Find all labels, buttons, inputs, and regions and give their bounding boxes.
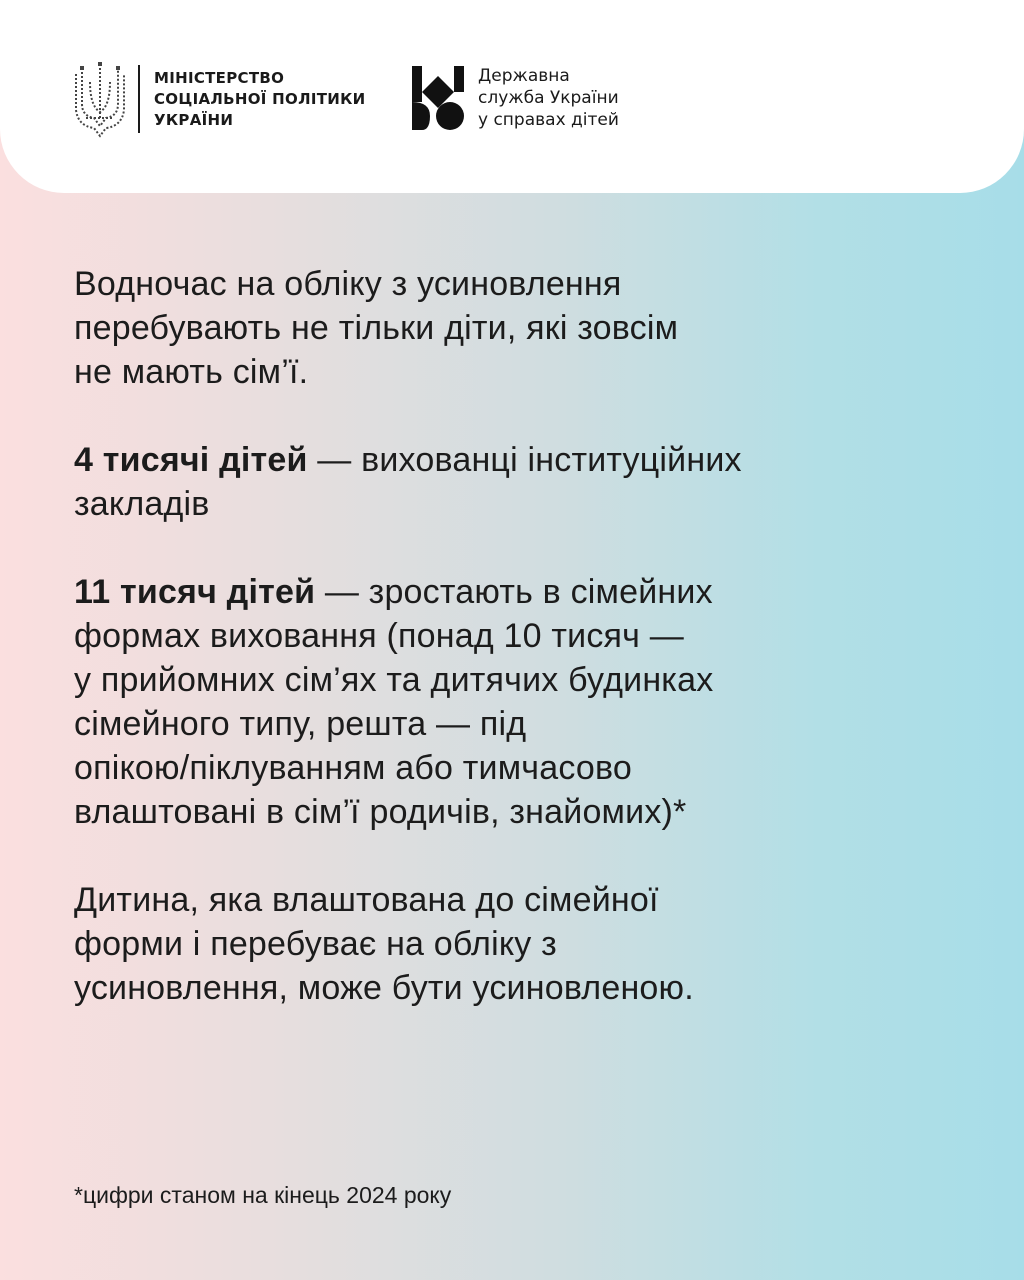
text-line: у прийомних сім’ях та дитячих будинках: [74, 661, 714, 699]
paragraph-adoption: [74, 878, 974, 1010]
text-line: формах виховання (понад 10 тисяч —: [74, 617, 684, 655]
ministry-logo: [72, 60, 366, 138]
highlight-count: 4 тисячі дітей: [74, 441, 308, 479]
ministry-name: [154, 68, 366, 131]
service-name-line: служба України: [478, 88, 619, 108]
text-line: Дитина, яка влаштована до сімейної: [74, 881, 659, 919]
text-line: усиновлення, може бути усиновленою.: [74, 969, 694, 1007]
text-line: опікою/піклуванням або тимчасово: [74, 749, 633, 787]
logo-divider: [138, 65, 140, 133]
text-line: Водночас на обліку з усиновлення: [74, 265, 622, 303]
paragraph-intro: [74, 262, 974, 394]
text-line: [74, 438, 974, 482]
main-content: [74, 262, 974, 1054]
service-logo: [410, 64, 619, 132]
highlight-count: 11 тисяч дітей: [74, 573, 316, 611]
text-line: сімейного типу, решта — під: [74, 705, 527, 743]
trident-icon: [72, 60, 128, 138]
paragraph-family-forms: [74, 570, 974, 834]
service-name-line: у справах дітей: [478, 110, 619, 130]
text-line: [74, 570, 974, 614]
service-name-line: Державна: [478, 66, 570, 86]
text-line: перебувають не тільки діти, які зовсім: [74, 309, 679, 347]
text-fragment: — зростають в сімейних: [315, 573, 713, 611]
service-name: [478, 65, 619, 131]
text-line: закладів: [74, 485, 210, 523]
text-line: влаштовані в сім’ї родичів, знайомих)*: [74, 793, 687, 831]
text-line: форми і перебуває на обліку з: [74, 925, 557, 963]
ministry-name-line: СОЦІАЛЬНОЇ ПОЛІТИКИ: [154, 89, 366, 108]
ministry-name-line: МІНІСТЕРСТВО: [154, 68, 285, 87]
header-card: [0, 0, 1024, 193]
text-fragment: — вихованці інституційних: [307, 441, 742, 479]
text-line: не мають сім’ї.: [74, 353, 309, 391]
children-service-logo-icon: [410, 64, 466, 132]
ministry-name-line: УКРАЇНИ: [154, 110, 234, 129]
footnote: *цифри станом на кінець 2024 року: [74, 1182, 452, 1208]
paragraph-institutions: [74, 438, 974, 526]
